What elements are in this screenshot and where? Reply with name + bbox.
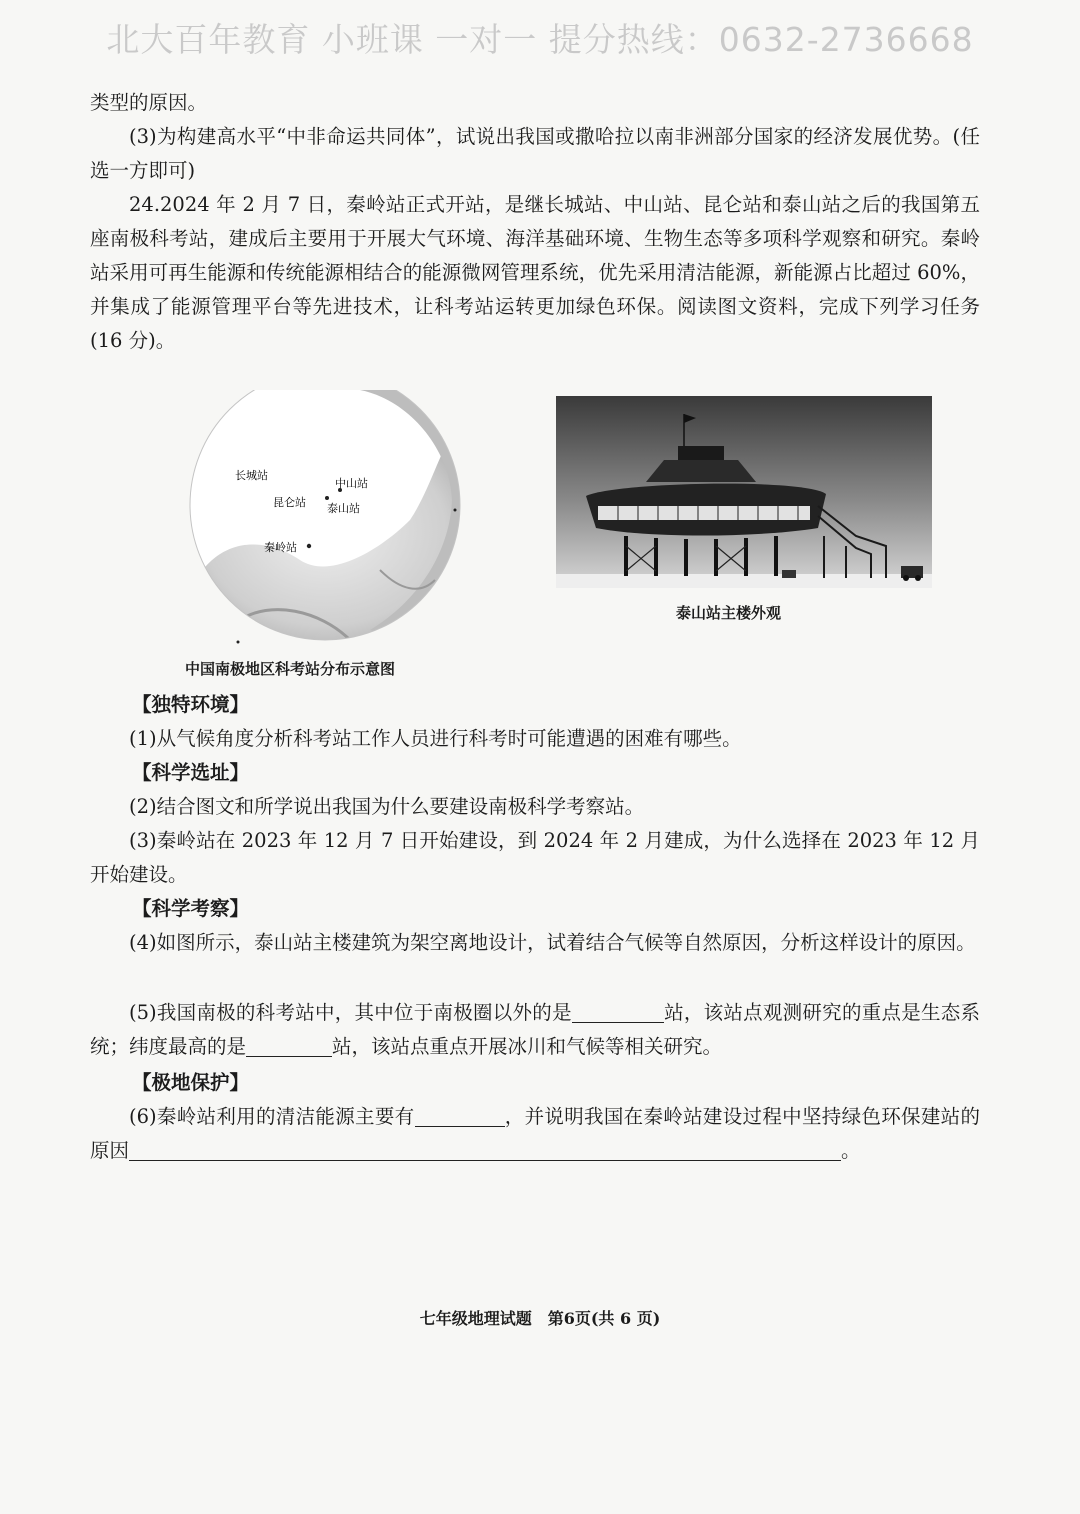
answer-blank-6b[interactable] xyxy=(129,1136,841,1161)
question-6-part-b: ，并说明我国在秦岭站建设过程中坚持绿色环保建站的原因 xyxy=(90,1105,980,1162)
question-1: (1)从气候角度分析科考站工作人员进行科考时可能遭遇的困难有哪些。 xyxy=(129,727,742,750)
kunlun-dot xyxy=(325,496,329,500)
section-science-survey: 【科学考察】 xyxy=(132,897,250,920)
question-2: (2)结合图文和所学说出我国为什么要建设南极科学考察站。 xyxy=(129,795,645,818)
question-5-part-a: (5)我国南极的科考站中，其中位于南极圈以外的是 xyxy=(129,1001,572,1024)
answer-blank-6a[interactable] xyxy=(415,1102,505,1127)
section-unique-environment: 【独特环境】 xyxy=(132,693,250,716)
watermark-text: 北大百年教育 小班课 一对一 提分热线：0632-2736668 xyxy=(106,20,974,59)
label-zhongshan: 中山站 xyxy=(335,477,368,490)
section-polar-protection: 【极地保护】 xyxy=(132,1071,250,1094)
label-kunlun: 昆仑站 xyxy=(273,496,306,509)
question-5-part-b: 站，该站点观测研究的重点是生态系统；纬度最高的是 xyxy=(90,1001,980,1058)
question-6-part-a: (6)秦岭站利用的清洁能源主要有 xyxy=(129,1105,415,1128)
continent-shape xyxy=(180,390,470,655)
photo-caption: 泰山站主楼外观 xyxy=(676,604,782,622)
answer-blank-5a[interactable] xyxy=(572,998,664,1023)
section-site-selection: 【科学选址】 xyxy=(132,761,250,784)
question-6-end: 。 xyxy=(841,1139,861,1162)
taishan-station-photo xyxy=(556,396,932,588)
question-5-part-c: 站，该站点重点开展冰川和气候等相关研究。 xyxy=(332,1035,723,1058)
page-footer: 七年级地理试题 第6页(共 6 页) xyxy=(419,1309,661,1328)
label-changcheng: 长城站 xyxy=(235,469,268,482)
question-3-construction: (3)秦岭站在 2023 年 12 月 7 日开始建设，到 2024 年 2 月建成，为什么选择在 2023 年 12 月开始建设。 xyxy=(90,829,980,886)
label-qinling: 秦岭站 xyxy=(264,541,297,554)
qinling-dot xyxy=(307,544,311,548)
question-5 xyxy=(90,996,980,1064)
map-caption: 中国南极地区科考站分布示意图 xyxy=(185,660,396,678)
question-6 xyxy=(90,1100,980,1168)
intro-line0: 类型的原因。 xyxy=(90,91,208,114)
answer-blank-5b[interactable] xyxy=(246,1032,332,1057)
question-24-intro: 24.2024 年 2 月 7 日，秦岭站正式开站，是继长城站、中山站、昆仑站和泰山站之后的我国第五座南极科考站，建成后主要用于开展大气环境、海洋基础环境、生物生态等多项科学观察和研究。秦岭站采用可再生能源和传统能源相结合的能源微网管理系统，优先采用清洁能源，新能源占比超过 60%，并集成了能源管理平台等先进技术，让科考站运转更加绿色环保。阅读图文资料，完成下列学习任务(16 分)。 xyxy=(90,193,980,352)
question-3-economy: (3)为构建高水平“中非命运共同体”，试说出我国或撒哈拉以南非洲部分国家的经济发展优势。(任选一方即可) xyxy=(90,125,980,182)
question-4: (4)如图所示，泰山站主楼建筑为架空离地设计，试着结合气候等自然原因，分析这样设计的原因。 xyxy=(129,931,976,954)
antarctica-map-figure xyxy=(180,390,470,655)
label-taishan: 泰山站 xyxy=(327,502,360,515)
